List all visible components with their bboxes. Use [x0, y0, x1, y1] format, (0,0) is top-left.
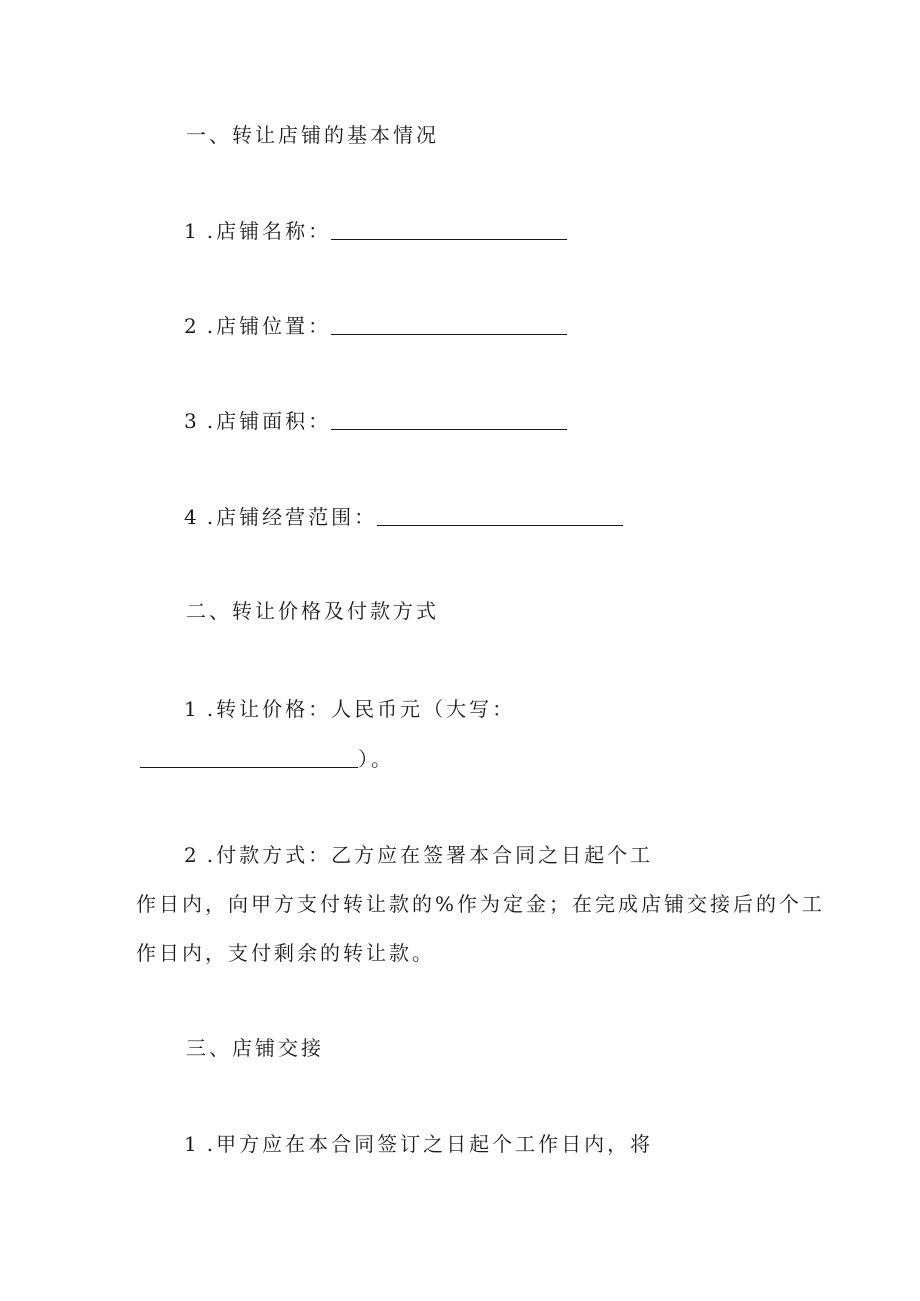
fill-in-blank — [331, 314, 567, 335]
section-heading-1: 一、转让店铺的基本情况 — [186, 123, 439, 147]
item-number: 1 — [184, 219, 207, 243]
item-payment-method-line2: 作日内，向甲方支付转让款的%作为定金；在完成店铺交接后的个工 — [136, 892, 826, 916]
item-business-scope — [184, 503, 623, 531]
item-label: .店铺面积： — [206, 409, 332, 433]
fill-in-blank — [140, 747, 358, 768]
item-number: 4 — [184, 505, 207, 529]
item-number: 2 — [184, 314, 207, 338]
item-number: 3 — [184, 409, 207, 433]
item-transfer-price — [184, 695, 515, 723]
item-number: 1 — [184, 697, 207, 721]
item-shop-area — [184, 407, 567, 435]
item-text: .付款方式：乙方应在签署本合同之日起个工 — [206, 843, 654, 867]
fill-in-blank — [331, 219, 567, 240]
item-shop-location — [184, 312, 567, 340]
item-shop-name — [184, 217, 567, 245]
item-payment-method-line3: 作日内，支付剩余的转让款。 — [136, 941, 435, 965]
fill-in-blank — [377, 505, 623, 526]
item-number: 1 — [184, 1132, 207, 1156]
item-label: .店铺名称： — [206, 219, 332, 243]
fill-in-blank — [331, 409, 567, 430]
item-transfer-price-continued — [140, 745, 394, 773]
item-number: 2 — [184, 843, 207, 867]
item-label: .店铺经营范围： — [206, 505, 378, 529]
section-heading-2: 二、转让价格及付款方式 — [186, 599, 439, 623]
item-closing: ）。 — [358, 747, 394, 771]
item-shop-handover — [184, 1130, 653, 1158]
item-label: .店铺位置： — [206, 314, 332, 338]
item-text: .甲方应在本合同签订之日起个工作日内，将 — [206, 1132, 654, 1156]
item-payment-method-line1 — [184, 841, 653, 869]
section-heading-3: 三、店铺交接 — [186, 1036, 324, 1060]
item-text: .转让价格：人民币元（大写： — [206, 697, 516, 721]
